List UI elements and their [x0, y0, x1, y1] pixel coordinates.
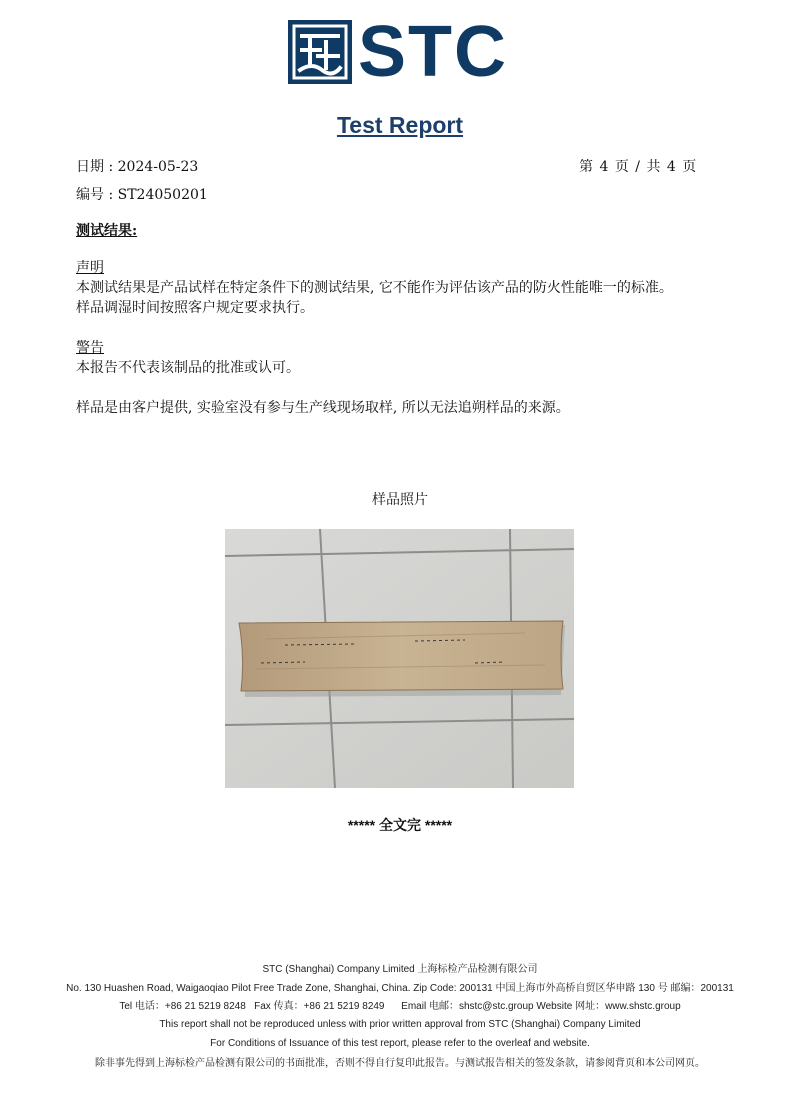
- footer-company: STC (Shanghai) Company Limited 上海标检产品检测有限公司: [262, 964, 538, 975]
- stc-logo: [288, 12, 532, 92]
- footer-address: No. 130 Huashen Road, Waigaoqiao Pilot Free Trade Zone, Shanghai, China. Zip Code: 200131 中国上海市外高桥自贸区华申路 130 号 邮编：200131: [66, 983, 734, 994]
- page-suffix: 页: [682, 159, 698, 175]
- footer-notice-3: 除非事先得到上海标检产品检测有限公司的书面批准，否则不得自行复印此报告。与测试报告相关的签发条款，请参阅背页和本公司网页。: [95, 1058, 705, 1069]
- warning-line: 本报告不代表该制品的批准或认可。: [76, 360, 300, 376]
- footer-contact: Tel 电话：+86 21 5219 8248 Fax 传真：+86 21 5219 8249 Email 电邮：shstc@stc.group Website 网址：www.shstc.group: [119, 1001, 681, 1012]
- end-of-report-mark: ***** 全文完 *****: [347, 817, 453, 833]
- report-date: 日期 : 2024-05-23: [76, 159, 199, 175]
- report-number: 编号 : ST24050201: [76, 187, 208, 203]
- results-heading-text: 测试结果: [76, 223, 132, 239]
- sample-photo: [225, 529, 574, 788]
- report-title: Test Report: [336, 112, 464, 138]
- results-heading: 测试结果:: [76, 223, 138, 239]
- footer-notice-1: This report shall not be reproduced unless with prior written approval from STC (Shanghai) Company Limited: [159, 1019, 641, 1030]
- page-current: 4: [599, 159, 610, 175]
- date-value: 2024-05-23: [117, 159, 199, 175]
- footer-notice-2: For Conditions of Issuance of this test report, please refer to the overleaf and website.: [210, 1038, 590, 1049]
- photo-caption: 样品照片: [372, 492, 428, 508]
- statement-line-2: 样品调湿时间按照客户规定要求执行。: [76, 300, 314, 316]
- page-mid: 页 / 共: [614, 159, 662, 175]
- page-total: 4: [666, 159, 677, 175]
- statement-line-1: 本测试结果是产品试样在特定条件下的测试结果, 它不能作为评估该产品的防火性能唯一的标准。: [76, 280, 673, 296]
- date-label: 日期: [76, 159, 104, 175]
- statement-heading: 声明: [76, 260, 104, 276]
- number-value: ST24050201: [117, 187, 208, 203]
- page-indicator: [579, 158, 697, 176]
- number-label: 编号: [76, 187, 104, 203]
- logo-wordmark: STC: [358, 12, 508, 92]
- warning-heading: 警告: [76, 340, 104, 356]
- sample-note: 样品是由客户提供, 实验室没有参与生产线现场取样, 所以无法追朔样品的来源。: [76, 400, 570, 416]
- page-prefix: 第: [579, 159, 594, 175]
- stc-emblem-icon: [288, 20, 352, 84]
